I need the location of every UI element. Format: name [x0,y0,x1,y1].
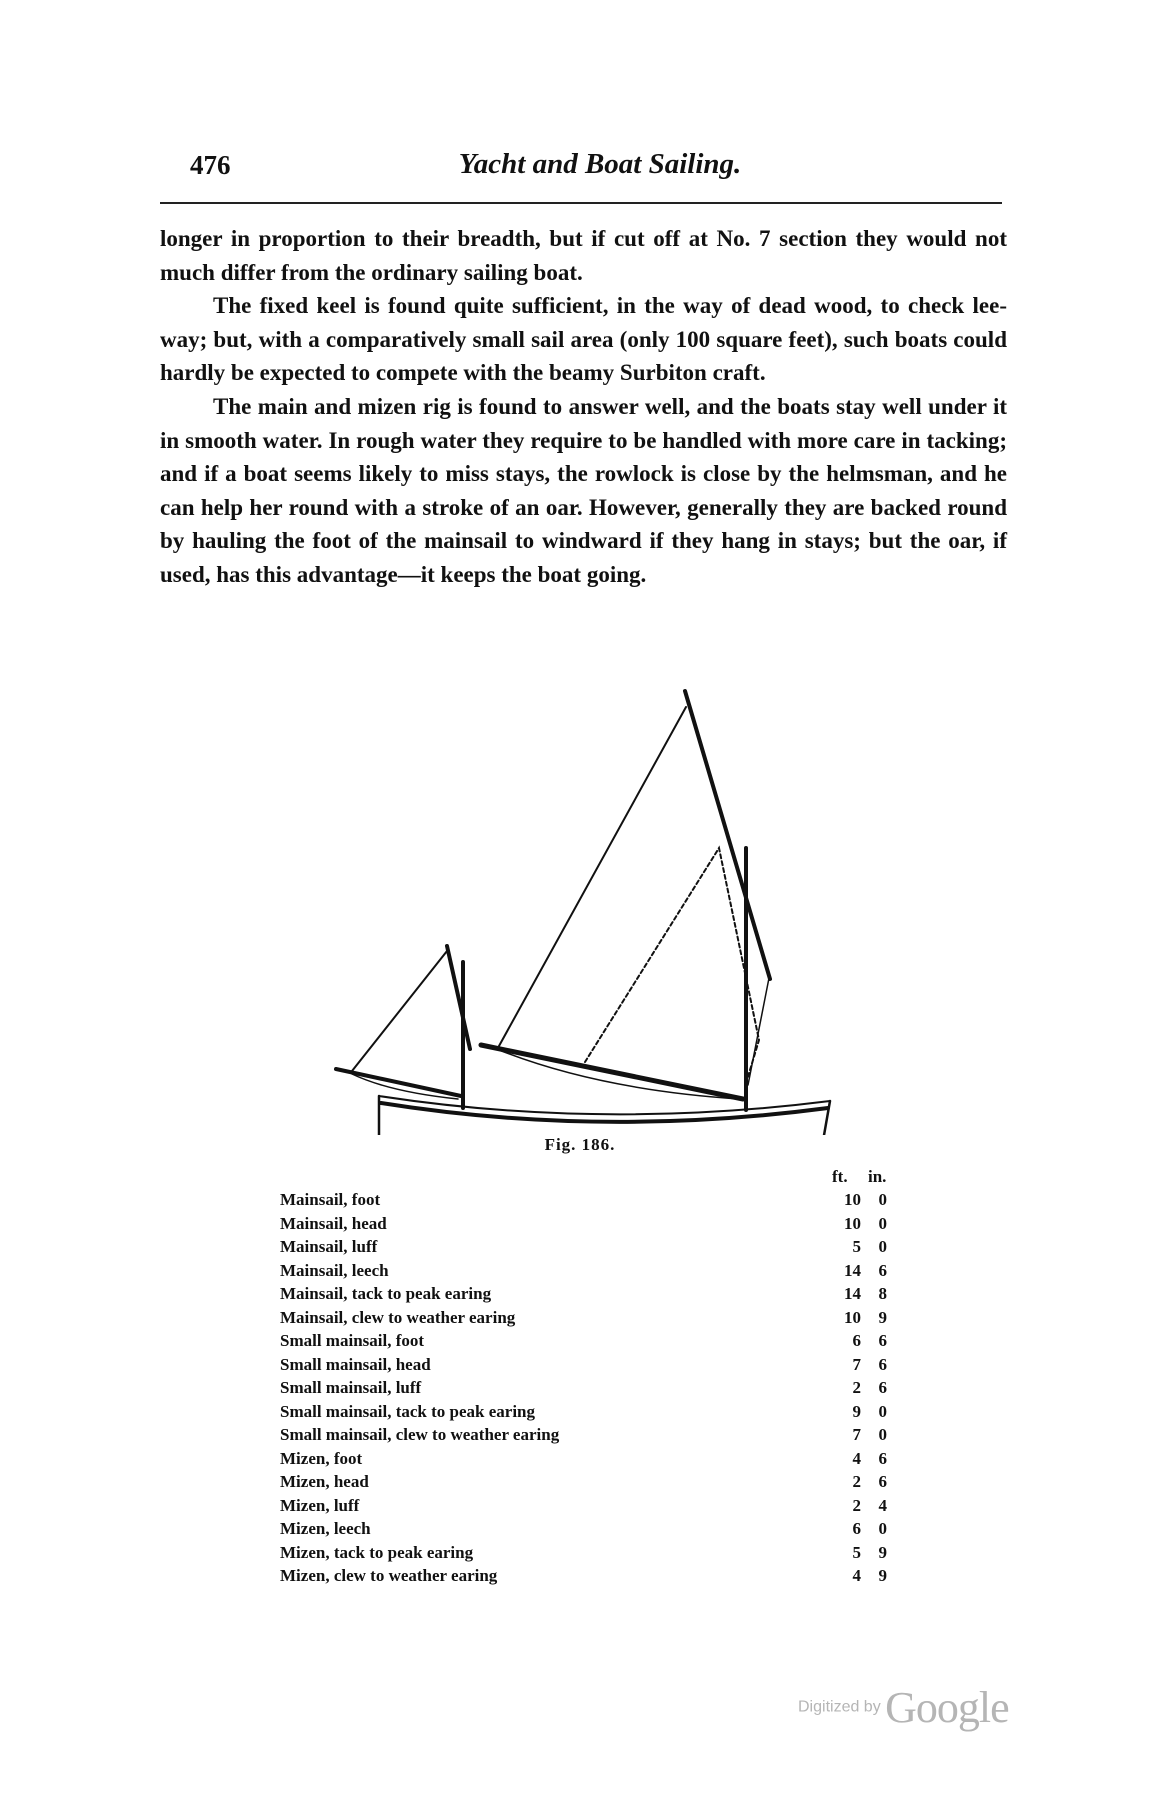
paragraph: longer in proportion to their breadth, but if cut off at No. 7 section they would not much differ from the ordinary sailing boat. [160,226,1007,285]
table-row [280,1308,887,1332]
row-inches: 0 [878,1425,887,1444]
table-row [280,1425,887,1449]
table-row [280,1261,887,1285]
row-feet: 6 [852,1519,861,1538]
page-number: 476 [190,150,231,180]
table-row [280,1331,887,1355]
small-mainsail-outline [585,848,759,1080]
row-label: Mainsail, tack to peak earing [280,1284,492,1303]
table-row [280,1496,887,1520]
hull-bow [823,1101,830,1135]
mizen-yard [447,946,470,1049]
row-inches: 8 [878,1284,887,1303]
digitized-by-google-watermark [798,1682,1009,1733]
body-text [160,222,1007,592]
table-row [280,1519,887,1543]
table-row [280,1472,887,1496]
row-feet: 10 [844,1190,861,1209]
row-inches: 4 [878,1495,887,1515]
paragraph: The main and mizen rig is found to answer well, and the boats stay well under it in smooth water. In rough water they require to be handled with more care in tacking; and if a boat seems likely to miss stays, the rowlock is close by the helmsman, and he can help her round with a stroke of an oar. However, generally they are backed round by hauling the foot of the mainsail to windward if they hang in stays; but the oar, if used, has this advantage—it keeps the boat going. [160,393,1007,587]
header-in: in. [868,1167,887,1186]
table-row [280,1190,887,1214]
row-feet: 5 [852,1542,861,1562]
row-feet: 6 [852,1331,861,1350]
row-label: Mainsail, foot [280,1190,381,1209]
row-inches: 6 [878,1260,887,1280]
row-label: Mizen, leech [280,1519,371,1538]
table-row [280,1449,887,1473]
row-inches: 6 [878,1378,887,1397]
sailboat-illustration [300,680,860,1135]
row-feet: 7 [852,1354,861,1374]
table-row [280,1566,887,1590]
table-row [280,1378,887,1402]
row-label: Mainsail, luff [280,1237,378,1256]
row-feet: 14 [844,1260,861,1280]
paragraph: The fixed keel is found quite sufficient, in the way of dead wood, to check lee-way; but, with a comparatively small sail area (only 100 square feet), such boats could hardly be expected to compete with the beamy Surbiton craft. [160,293,1007,386]
row-feet: 2 [852,1472,861,1491]
row-feet: 2 [852,1495,861,1515]
row-feet: 2 [852,1378,861,1397]
row-inches: 0 [878,1237,887,1256]
table-row [280,1214,887,1238]
row-inches: 6 [878,1331,887,1350]
table-header [280,1167,887,1190]
row-label: Mizen, luff [280,1495,360,1515]
row-inches: 0 [878,1519,887,1538]
row-inches: 6 [878,1472,887,1491]
main-luff [499,707,686,1046]
row-inches: 9 [878,1307,887,1327]
row-label: Mainsail, clew to weather earing [280,1307,516,1327]
row-label: Mainsail, head [280,1213,387,1233]
row-label: Small mainsail, head [280,1354,431,1374]
row-inches: 0 [878,1190,887,1209]
row-label: Mizen, foot [280,1448,363,1468]
table-row [280,1355,887,1379]
mizen-boom [336,1069,461,1096]
row-label: Mizen, clew to weather earing [280,1566,498,1585]
main-yard [685,691,770,979]
table-row [280,1402,887,1426]
row-inches: 9 [878,1566,887,1585]
row-inches: 9 [878,1542,887,1562]
row-label: Small mainsail, clew to weather earing [280,1425,560,1444]
row-label: Mizen, tack to peak earing [280,1542,474,1562]
main-leech-line [748,978,769,1085]
main-boom [481,1045,743,1099]
row-feet: 4 [852,1566,861,1585]
watermark-prefix: Digitized by [798,1698,881,1716]
table-row [280,1284,887,1308]
row-feet: 10 [844,1213,861,1233]
row-feet: 14 [844,1284,861,1303]
google-logo: Google [885,1683,1009,1732]
sail-dimensions-table [280,1167,887,1590]
row-feet: 10 [844,1307,861,1327]
row-feet: 4 [852,1448,861,1468]
row-inches: 6 [878,1354,887,1374]
row-feet: 9 [852,1401,861,1421]
row-inches: 0 [878,1401,887,1421]
row-label: Mainsail, leech [280,1260,389,1280]
table-row [280,1237,887,1261]
row-label: Mizen, head [280,1472,369,1491]
row-feet: 7 [852,1425,861,1444]
table-row [280,1543,887,1567]
running-title: Yacht and Boat Sailing. [458,148,742,180]
row-inches: 0 [878,1213,887,1233]
row-label: Small mainsail, luff [280,1378,422,1397]
mizen-luff [352,951,447,1071]
row-label: Small mainsail, foot [280,1331,425,1350]
figure-caption: Fig. 186. [544,1135,616,1154]
header-rule [160,202,1002,204]
row-feet: 5 [852,1237,861,1256]
header-ft: ft. [832,1167,848,1186]
row-inches: 6 [878,1448,887,1468]
row-label: Small mainsail, tack to peak earing [280,1401,536,1421]
